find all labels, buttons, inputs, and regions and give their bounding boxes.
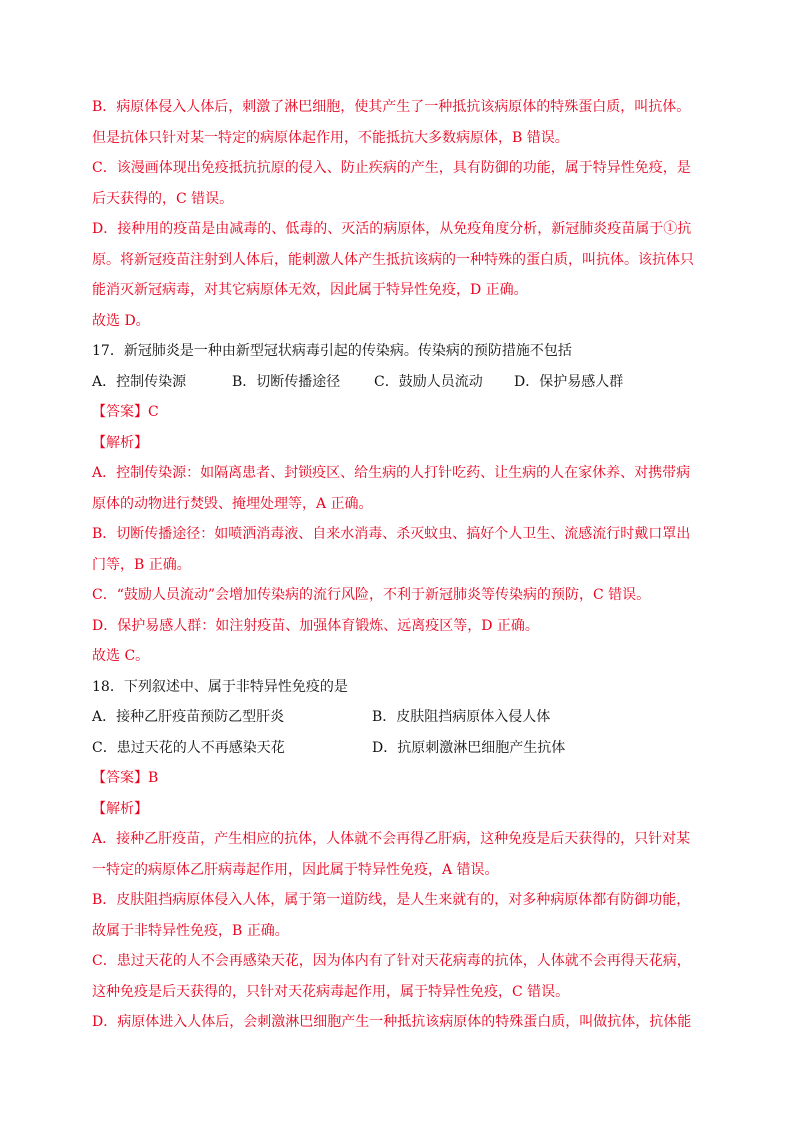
explanation-line: D．接种用的疫苗是由减毒的、低毒的、灭活的病原体，从免疫角度分析，新冠肺炎疫苗属于①抗 (92, 221, 692, 237)
analysis-line: 一特定的病原体乙肝病毒起作用，因此属于特异性免疫，A 错误。 (92, 861, 499, 878)
conclusion-line: 故选 C。 (92, 648, 150, 664)
explanation-line: B．病原体侵入人体后，刺激了淋巴细胞，使其产生了一种抵抗该病原体的特殊蛋白质，叫抗体。 (92, 99, 691, 115)
analysis-line: D．病原体进入人体后，会刺激淋巴细胞产生一种抵抗该病原体的特殊蛋白质，叫做抗体，抗体能 (92, 1014, 692, 1030)
analysis-line: A．控制传染源：如隔离患者、封锁疫区、给生病的人打针吃药、让生病的人在家休养、对携带病 (92, 465, 691, 481)
option-b: B．切断传播途径 (232, 373, 341, 390)
analysis-line: 故属于非特异性免疫，B 正确。 (92, 922, 289, 939)
question-stem: 17．新冠肺炎是一种由新型冠状病毒引起的传染病。传染病的预防措施不包括 (92, 343, 572, 359)
option-d: D．保护易感人群 (514, 373, 624, 390)
explanation-line: 原。将新冠疫苗注射到人体后，能刺激人体产生抵抗该病的一种特殊的蛋白质，叫抗体。该抗体只 (92, 251, 694, 268)
analysis-label: 【解析】 (92, 800, 148, 817)
analysis-line: B．切断传播途径：如喷洒消毒液、自来水消毒、杀灭蚊虫、搞好个人卫生、流感流行时戴口罩出 (92, 526, 691, 542)
explanation-line: 后天获得的，C 错误。 (92, 190, 234, 207)
analysis-label: 【解析】 (92, 434, 148, 451)
option-b: B．皮肤阻挡病原体入侵人体 (372, 709, 551, 725)
analysis-line: C．患过天花的人不会再感染天花，因为体内有了针对天花病毒的抗体，人体就不会再得天花病， (92, 953, 691, 969)
analysis-line: B．皮肤阻挡病原体侵入人体，属于第一道防线，是人生来就有的，对多种病原体都有防御功能， (92, 892, 691, 908)
analysis-line: 门等，B 正确。 (92, 556, 191, 573)
question-17 (92, 336, 712, 672)
analysis-line: D．保护易感人群：如注射疫苗、加强体育锻炼、远离疫区等，D 正确。 (92, 617, 539, 634)
answer-label: 【答案】B (92, 770, 159, 786)
question-stem: 18．下列叙述中、属于非特异性免疫的是 (92, 678, 348, 695)
analysis-line: 原体的动物进行焚毁、掩埋处理等，A 正确。 (92, 495, 373, 512)
option-a: A．接种乙肝疫苗预防乙型肝炎 (92, 709, 285, 725)
explanation-line: C．该漫画体现出免疫抵抗抗原的侵入、防止疾病的产生，具有防御的功能，属于特异性免疫，是 (92, 160, 691, 176)
options-row (92, 733, 712, 764)
analysis-line: C．“鼓励人员流动”会增加传染病的流行风险，不利于新冠肺炎等传染病的预防，C 错误。 (92, 587, 651, 603)
option-c: C．患过天花的人不再感染天花 (92, 739, 285, 756)
option-c: C．鼓励人员流动 (374, 373, 483, 390)
conclusion-line: 故选 D。 (92, 312, 150, 329)
option-d: D．抗原刺激淋巴细胞产生抗体 (372, 739, 566, 756)
explanation-line: 能消灭新冠病毒，对其它病原体无效，因此属于特异性免疫，D 正确。 (92, 282, 528, 298)
page-content (92, 92, 712, 1038)
prev-question-explanation (92, 92, 712, 336)
option-a: A．控制传染源 (92, 373, 187, 390)
explanation-line: 但是抗体只针对某一特定的病原体起作用，不能抵抗大多数病原体，B 错误。 (92, 129, 569, 146)
analysis-line: A．接种乙肝疫苗，产生相应的抗体，人体就不会再得乙肝病，这种免疫是后天获得的，只针对某 (92, 831, 691, 847)
options-row (92, 702, 712, 733)
analysis-line: 这种免疫是后天获得的，只针对天花病毒起作用，属于特异性免疫，C 错误。 (92, 983, 570, 1000)
options-row (92, 367, 712, 398)
answer-label: 【答案】C (92, 404, 159, 420)
question-18 (92, 672, 712, 1038)
